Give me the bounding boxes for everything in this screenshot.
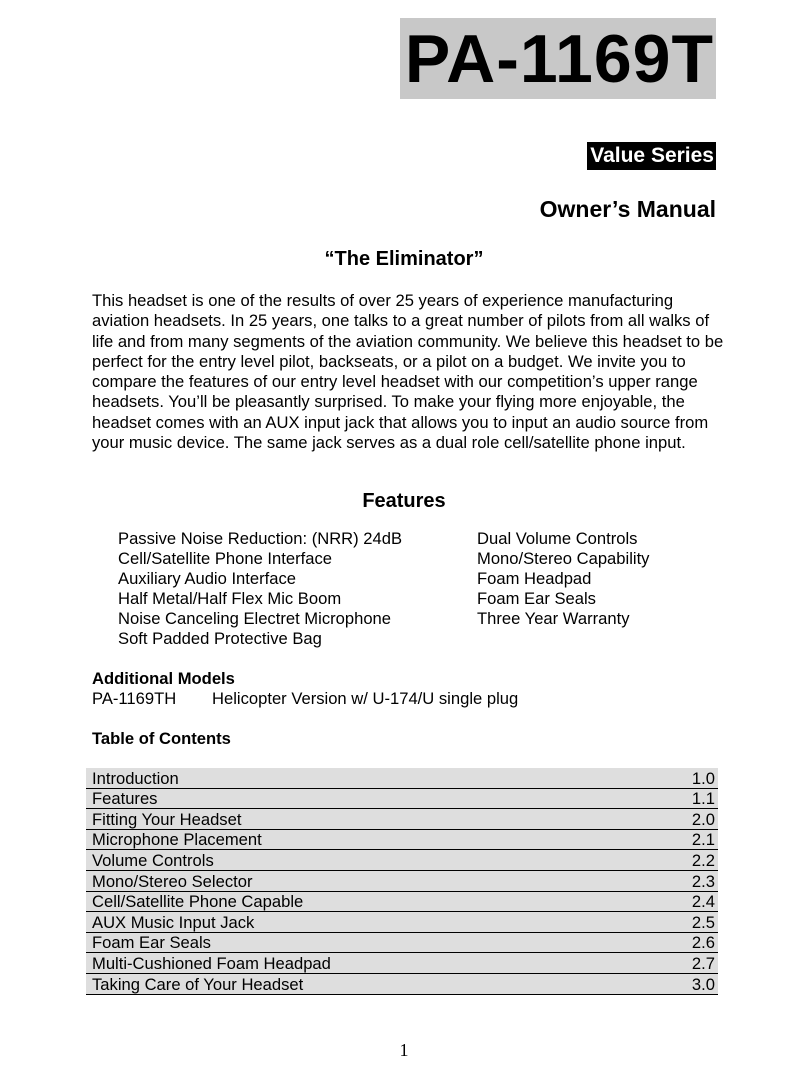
toc-title: Microphone Placement [92, 830, 262, 850]
product-nickname: “The Eliminator” [324, 248, 484, 270]
toc-section: 2.0 [691, 809, 715, 829]
feature-item: Three Year Warranty [477, 609, 630, 629]
toc-title: Fitting Your Headset [92, 809, 242, 829]
series-badge: Value Series [587, 142, 716, 170]
toc-section: 2.6 [691, 933, 715, 953]
feature-item: Noise Canceling Electret Microphone [118, 609, 392, 629]
toc-row [86, 768, 718, 789]
additional-model-description: Helicopter Version w/ U-174/U single plug [212, 689, 519, 708]
toc-title: Foam Ear Seals [92, 933, 211, 953]
toc-title: Multi-Cushioned Foam Headpad [92, 953, 331, 973]
feature-item: Half Metal/Half Flex Mic Boom [118, 589, 342, 609]
additional-model-row [92, 689, 518, 709]
feature-item: Cell/Satellite Phone Interface [118, 549, 333, 569]
table-of-contents [86, 768, 718, 995]
toc-row [86, 789, 718, 810]
toc-row [86, 871, 718, 892]
toc-title: Introduction [92, 768, 179, 788]
feature-item: Foam Ear Seals [477, 589, 596, 609]
features-column-right [477, 529, 649, 629]
features-column-left [118, 529, 402, 650]
toc-section: 2.2 [691, 850, 715, 870]
feature-item: Dual Volume Controls [477, 529, 638, 548]
toc-row [86, 850, 718, 871]
additional-model-name: PA-1169TH [92, 689, 177, 708]
toc-row [86, 953, 718, 974]
toc-title: Taking Care of Your Headset [92, 974, 304, 994]
features-heading: Features [362, 490, 446, 512]
model-title: PA-1169T [404, 20, 714, 97]
toc-section: 2.3 [691, 871, 715, 891]
toc-section: 2.7 [691, 953, 715, 973]
toc-row [86, 912, 718, 933]
toc-section: 1.1 [691, 789, 715, 809]
toc-section: 3.0 [691, 974, 715, 994]
model-title-box [400, 18, 716, 99]
feature-item: Foam Headpad [477, 569, 592, 589]
toc-title: Features [92, 789, 158, 809]
toc-title: AUX Music Input Jack [92, 912, 255, 932]
page-number: 1 [399, 1040, 409, 1060]
toc-section: 1.0 [691, 768, 715, 788]
toc-row [86, 809, 718, 830]
toc-title: Mono/Stereo Selector [92, 871, 253, 891]
intro-paragraph: This headset is one of the results of over 25 years of experience manufacturing aviation headsets. In 25 years, one talks to a great number of pilots from all walks of life and from many segments of the aviation community. We believe this headset to be perfect for the entry level pilot, backseats, or a pilot on a budget. We invite you to compare the features of our entry level headset with our competition’s upper range headsets. You’ll be pleasantly surprised. To make your flying more enjoyable, the headset comes with an AUX input jack that allows you to input an audio source from your music device. The same jack serves as a dual role cell/satellite phone input. [92, 291, 724, 453]
toc-row [86, 933, 718, 954]
feature-item: Passive Noise Reduction: (NRR) 24dB [118, 529, 403, 548]
additional-models-heading: Additional Models [92, 669, 235, 688]
toc-title: Volume Controls [92, 850, 214, 870]
feature-item: Mono/Stereo Capability [477, 549, 650, 569]
toc-section: 2.5 [691, 912, 715, 932]
toc-row [86, 974, 718, 995]
feature-item: Auxiliary Audio Interface [118, 569, 297, 589]
toc-section: 2.1 [691, 830, 715, 850]
toc-title: Cell/Satellite Phone Capable [92, 892, 304, 912]
toc-heading: Table of Contents [92, 729, 231, 748]
manual-title: Owner’s Manual [539, 196, 716, 222]
toc-row [86, 830, 718, 851]
toc-row [86, 892, 718, 913]
toc-section: 2.4 [691, 892, 715, 912]
feature-item: Soft Padded Protective Bag [118, 629, 322, 649]
